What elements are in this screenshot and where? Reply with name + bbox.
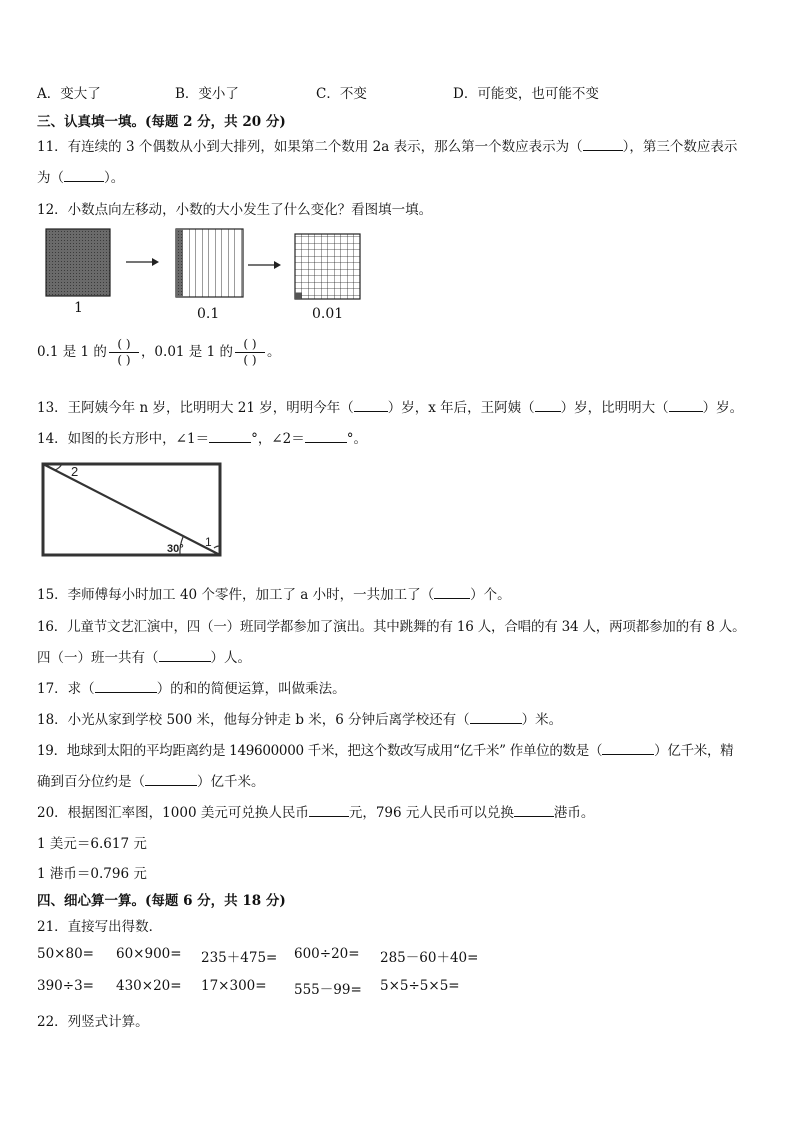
question-18 [37, 708, 562, 728]
question-17 [37, 677, 346, 697]
q17-text-b: ）的和的简便运算，叫做乘法。 [156, 681, 346, 697]
calc-item: 235＋475= [201, 950, 278, 966]
q14-text-a: 14．如图的长方形中，∠1＝ [37, 431, 210, 447]
q11-blank-2 [64, 169, 104, 182]
q19-text-b: ）亿千米，精 [654, 743, 734, 759]
option-c: C．不变 [316, 86, 367, 102]
calc-item: 60×900= [116, 946, 182, 962]
question-12-answer [37, 337, 280, 368]
q19-text-c: 确到百分位约是（ [37, 774, 145, 790]
calc-item: 390÷3= [37, 978, 94, 994]
q14-text-b: °，∠2＝ [251, 431, 305, 447]
q16-text-b: ）人。 [210, 650, 251, 666]
q13-text-b: ）岁，x 年后，王阿姨（ [387, 400, 535, 416]
q20-text-b: 元，796 元人民币可以兑换 [348, 805, 514, 821]
q11-text-b: ），第三个数应表示 [622, 139, 738, 155]
question-16-line-2 [37, 646, 251, 666]
diagonal-line [43, 464, 220, 555]
fraction-denominator: ( ) [117, 353, 131, 367]
q15-text-b: ）个。 [470, 587, 511, 603]
question-19-line-2 [37, 770, 265, 790]
q15-text-a: 15．李师傅每小时加工 40 个零件，加工了 a 小时，一共加工了（ [37, 587, 435, 603]
q13-blank-1 [354, 399, 388, 412]
label-one: 1 [74, 300, 83, 316]
question-11-line-2 [37, 166, 124, 186]
q11-text-a: 11．有连续的 3 个偶数从小到大排列，如果第二个数用 2a 表示，那么第一个数应表示为（ [37, 139, 583, 155]
q13-blank-3 [669, 399, 703, 412]
fraction-numerator: ( ) [117, 337, 131, 351]
angle-30-label: 30° [167, 543, 184, 555]
calc-item: 600÷20= [294, 946, 360, 962]
arrow-icon [152, 258, 159, 266]
question-11-line-1 [37, 135, 737, 155]
section-4-heading: 四、细心算一算。(每题 6 分，共 18 分) [37, 893, 286, 909]
section-3-heading: 三、认真填一填。(每题 2 分，共 20 分) [37, 114, 286, 130]
calc-item: 5×5÷5×5= [380, 978, 460, 994]
option-a: A．变大了 [37, 86, 101, 102]
exchange-rate-usd: 1 美元＝6.617 元 [37, 836, 147, 852]
q19-text-a: 19．地球到太阳的平均距离约是 149600000 千米，把这个数改写成用“亿千米” 作单位的数是（ [37, 743, 603, 759]
question-16-line-1: 16．儿童节文艺汇演中，四（一）班同学都参加了演出。其中跳舞的有 16 人，合唱的有 34 人，两项都参加的有 8 人。 [37, 619, 746, 635]
q14-blank-1 [209, 430, 251, 443]
q13-text-d: ）岁。 [702, 400, 744, 416]
question-15 [37, 583, 511, 603]
q13-blank-2 [535, 399, 561, 412]
calc-item: 430×20= [116, 978, 182, 994]
q12-answer-text-a: 0.1 是 1 的 [37, 344, 107, 360]
q20-text-c: 港币。 [553, 805, 595, 821]
q11-text-c: 为（ [37, 170, 64, 186]
q20-text-a: 20．根据图汇率图，1000 美元可兑换人民币 [37, 805, 309, 821]
question-12-text: 12．小数点向左移动，小数的大小发生了什么变化？看图填一填。 [37, 202, 433, 218]
fraction-blank-2 [235, 337, 265, 368]
q17-text-a: 17．求（ [37, 681, 95, 697]
q13-text-a: 13．王阿姨今年 n 岁，比明明大 21 岁，明明今年（ [37, 400, 354, 416]
q20-blank-2 [514, 804, 554, 817]
angle-1-label: 1 [205, 535, 212, 549]
q18-text-a: 18．小光从家到学校 500 米，他每分钟走 b 米，6 分钟后离学校还有（ [37, 712, 470, 728]
q18-text-b: ）米。 [521, 712, 563, 728]
calc-item: 17×300= [201, 978, 267, 994]
rectangle-figure [40, 460, 225, 560]
q16-blank [159, 649, 211, 662]
angle-2-label: 2 [71, 464, 79, 479]
q19-text-d: ）亿千米。 [197, 774, 265, 790]
q11-blank-1 [583, 138, 623, 151]
q11-text-d: ）。 [104, 170, 125, 186]
tenth-shaded [176, 229, 183, 297]
calc-item: 285－60＋40= [380, 950, 479, 966]
q14-blank-2 [305, 430, 347, 443]
hundredth-shaded [295, 293, 302, 300]
question-20 [37, 801, 594, 821]
q19-blank-2 [145, 773, 197, 786]
q17-blank [95, 680, 157, 693]
fraction-numerator-2: ( ) [243, 337, 257, 351]
question-14 [37, 427, 367, 447]
q19-blank-1 [602, 742, 654, 755]
label-hundredth: 0.01 [312, 306, 344, 322]
option-b: B．变小了 [175, 86, 239, 102]
calc-item: 50×80= [37, 946, 94, 962]
q15-blank [434, 586, 470, 599]
option-d: D．可能变，也可能不变 [453, 86, 599, 102]
question-13 [37, 396, 743, 416]
q12-answer-text-b: ，0.01 是 1 的 [140, 344, 233, 360]
question-19-line-1 [37, 739, 733, 759]
calc-item: 555－99= [294, 982, 362, 998]
q20-blank-1 [309, 804, 349, 817]
exchange-rate-hkd: 1 港币＝0.796 元 [37, 866, 147, 882]
fraction-blank-1 [109, 337, 139, 368]
fraction-denominator-2: ( ) [243, 353, 257, 367]
arrow-icon-2 [274, 261, 281, 269]
whole-square [46, 229, 110, 296]
q14-text-c: °。 [346, 431, 367, 447]
q12-answer-text-c: 。 [266, 344, 281, 360]
question-22-text: 22．列竖式计算。 [37, 1014, 149, 1030]
question-21-text: 21．直接写出得数． [37, 919, 163, 935]
q18-blank [470, 711, 522, 724]
label-tenth: 0.1 [197, 306, 220, 322]
q13-text-c: ）岁，比明明大（ [560, 400, 669, 416]
q16-text-a: 四（一）班一共有（ [37, 650, 159, 666]
